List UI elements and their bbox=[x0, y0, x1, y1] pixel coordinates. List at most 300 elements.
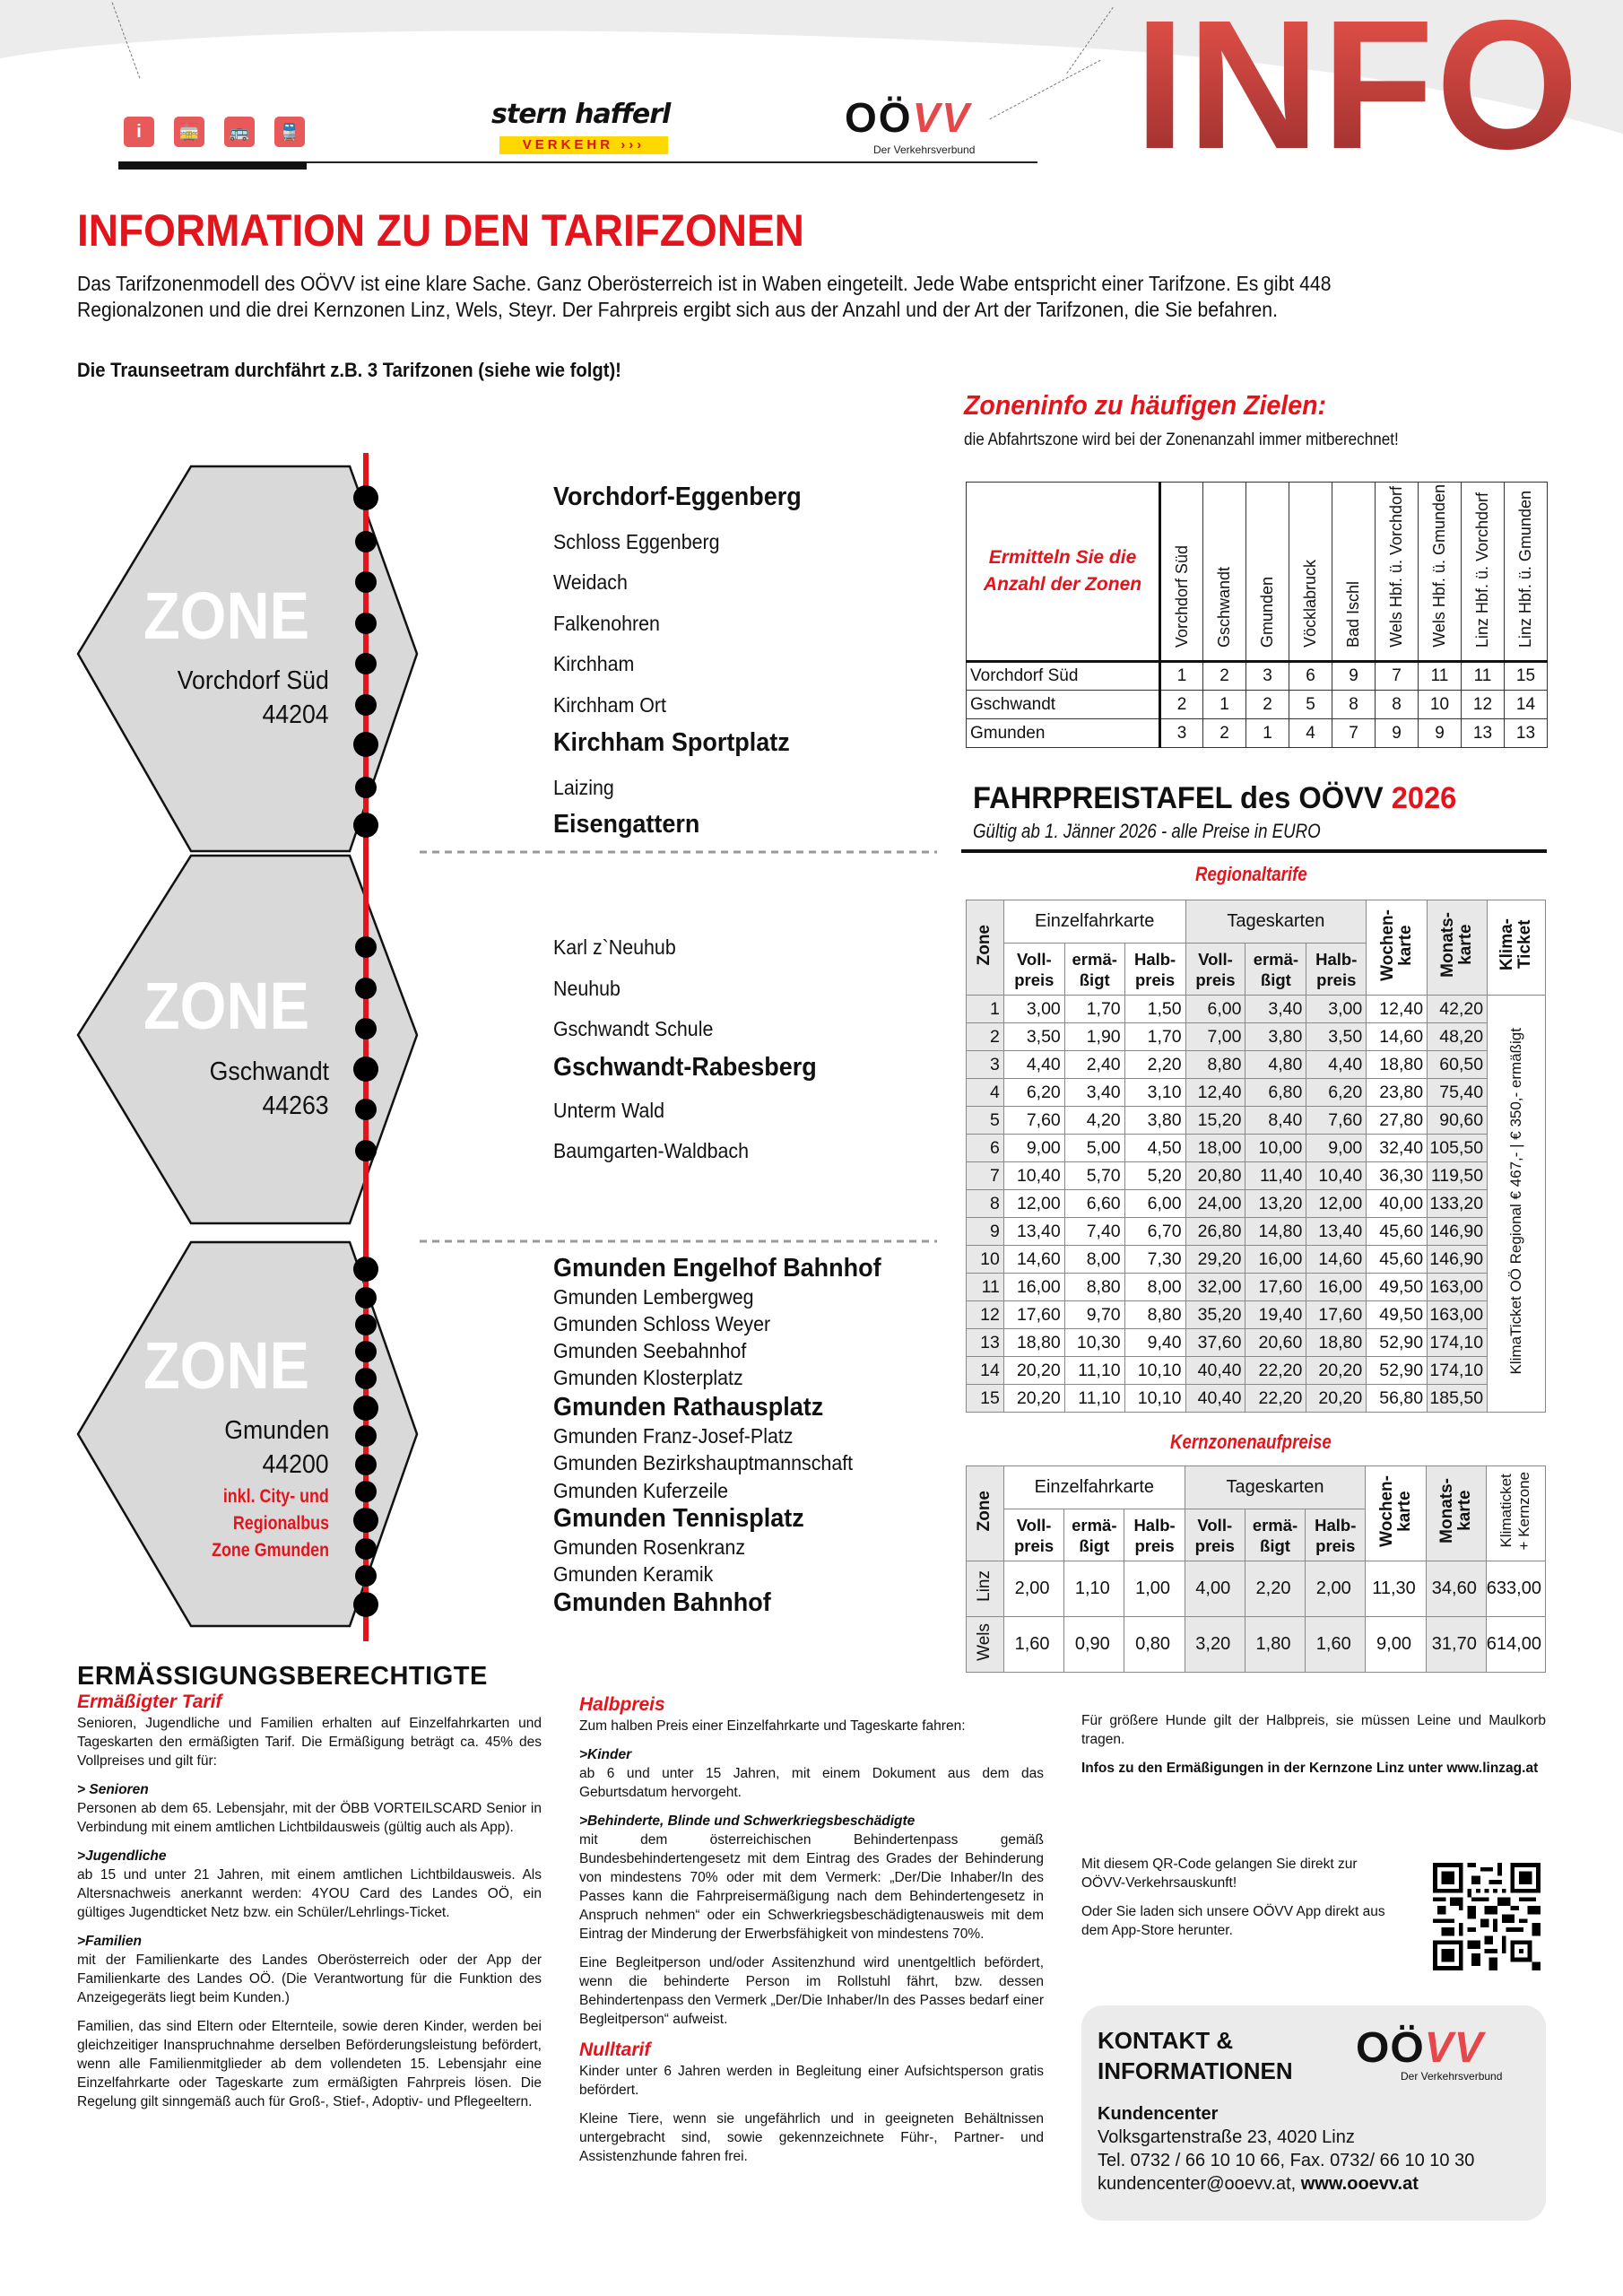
stop: Gmunden Keramik bbox=[553, 1562, 714, 1586]
price-cell: 6,00 bbox=[1124, 1190, 1185, 1218]
row-header: Gmunden bbox=[967, 719, 1160, 748]
stop: Neuhub bbox=[553, 977, 621, 1000]
stop: Gmunden Kuferzeile bbox=[553, 1479, 729, 1502]
column-header bbox=[1289, 483, 1332, 662]
price-cell: 3,20 bbox=[1185, 1617, 1245, 1673]
price-cell: 9,70 bbox=[1064, 1301, 1124, 1329]
price-cell: 146,90 bbox=[1428, 1246, 1488, 1274]
price-cell: 4,40 bbox=[1306, 1051, 1367, 1079]
header-line: Klimaticket bbox=[1497, 1474, 1515, 1548]
contact-email-link[interactable]: kundencenter@ooevv.at, bbox=[1098, 2174, 1297, 2194]
column-header bbox=[1160, 483, 1203, 662]
price-cell: 10,40 bbox=[1306, 1162, 1367, 1190]
fare-row bbox=[967, 1301, 1546, 1329]
stop: Gmunden Schloss Weyer bbox=[553, 1312, 771, 1335]
monatskarte-header bbox=[1428, 900, 1488, 996]
price-cell: 24,00 bbox=[1185, 1190, 1245, 1218]
tageskarten-header: Tageskarten bbox=[1185, 900, 1367, 944]
price-cell: 6,60 bbox=[1064, 1190, 1124, 1218]
price-cell: 16,00 bbox=[1245, 1246, 1306, 1274]
header-line: Monats- bbox=[1436, 1478, 1456, 1544]
price-cell: 0,80 bbox=[1124, 1617, 1185, 1673]
zone-cell bbox=[967, 1561, 1004, 1617]
price-cell: 18,80 bbox=[1367, 1051, 1428, 1079]
cell: 14 bbox=[1505, 691, 1548, 719]
price-cell: 48,20 bbox=[1428, 1023, 1488, 1051]
header-line: Halb- bbox=[1133, 1515, 1176, 1535]
price-cell: 11,40 bbox=[1245, 1162, 1306, 1190]
header-line: ermä- bbox=[1252, 1515, 1298, 1535]
price-cell: 19,40 bbox=[1245, 1301, 1306, 1329]
price-cell: 27,80 bbox=[1367, 1107, 1428, 1135]
price-cell: 10,30 bbox=[1064, 1329, 1124, 1357]
price-cell: 22,20 bbox=[1245, 1385, 1306, 1413]
price-cell: 18,00 bbox=[1185, 1135, 1245, 1162]
contact-title bbox=[1098, 2025, 1293, 2086]
price-cell: 174,10 bbox=[1428, 1357, 1488, 1385]
zone-cell: 6 bbox=[967, 1135, 1004, 1162]
regional-fare-table bbox=[966, 900, 1546, 1413]
zone-header-text: Zone bbox=[975, 1490, 994, 1532]
fare-table-subtitle: Gültig ab 1. Jänner 2026 - alle Preise in EURO bbox=[973, 820, 1321, 842]
nulltarif-text: Kinder unter 6 Jahren werden in Begleitung einer Aufsichtsperson gratis befördert. bbox=[579, 2064, 1044, 2098]
header-line: Voll- bbox=[1016, 1515, 1052, 1535]
price-cell: 10,40 bbox=[1003, 1162, 1064, 1190]
header-line: Voll- bbox=[1197, 1515, 1233, 1535]
price-cell: 31,70 bbox=[1426, 1617, 1486, 1673]
page-title: INFORMATION ZU DEN TARIFZONEN bbox=[77, 205, 804, 256]
price-cell: 1,00 bbox=[1124, 1561, 1185, 1617]
cell: 15 bbox=[1505, 662, 1548, 691]
price-cell: 13,40 bbox=[1306, 1218, 1367, 1246]
cell: 3 bbox=[1160, 719, 1203, 748]
zone-cell: 1 bbox=[967, 996, 1004, 1023]
tram-icon: 🚋 bbox=[174, 117, 204, 147]
fare-row bbox=[967, 1190, 1546, 1218]
oovv-logo-subtitle: Der Verkehrsverbund bbox=[1401, 2070, 1503, 2083]
app-text: Oder Sie laden sich unsere OÖVV App direkt aus dem App-Store herunter. bbox=[1081, 1904, 1385, 1938]
price-cell: 49,50 bbox=[1367, 1301, 1428, 1329]
tiere-text: Kleine Tiere, wenn sie ungefährlich und in geeigneten Behältnissen untergebracht sind, sowie gekennzeichnete Führ-, Partner- und Assistenzhunde fahren frei. bbox=[579, 2111, 1044, 2164]
column-header bbox=[1203, 483, 1246, 662]
price-cell: 40,40 bbox=[1185, 1357, 1245, 1385]
price-cell: 20,20 bbox=[1003, 1357, 1064, 1385]
column-header-text: Wels Hbf. ü. Gmunden bbox=[1430, 484, 1448, 648]
price-cell: 6,80 bbox=[1245, 1079, 1306, 1107]
price-cell: 133,20 bbox=[1428, 1190, 1488, 1218]
zone-cell: 10 bbox=[967, 1246, 1004, 1274]
price-cell: 75,40 bbox=[1428, 1079, 1488, 1107]
price-cell: 7,30 bbox=[1124, 1246, 1185, 1274]
regional-section-title: Regionaltarife bbox=[1195, 863, 1307, 885]
cell: 1 bbox=[1160, 662, 1203, 691]
zone-cell: 14 bbox=[967, 1357, 1004, 1385]
senioren-title: > Senioren bbox=[77, 1782, 149, 1797]
stop: Weidach bbox=[553, 570, 628, 594]
price-cell: 2,00 bbox=[1003, 1561, 1064, 1617]
price-cell: 163,00 bbox=[1428, 1301, 1488, 1329]
jugendliche-title: >Jugendliche bbox=[77, 1848, 167, 1864]
fare-row bbox=[967, 1051, 1546, 1079]
price-cell: 8,00 bbox=[1124, 1274, 1185, 1301]
ermaessigt-header bbox=[1064, 1509, 1124, 1561]
kinder-title: >Kinder bbox=[579, 1747, 632, 1762]
cell: 8 bbox=[1332, 691, 1376, 719]
price-cell: 9,00 bbox=[1003, 1135, 1064, 1162]
stop: Karl z`Neuhub bbox=[553, 935, 676, 959]
header-rule-accent bbox=[118, 161, 307, 170]
zone-cell: 7 bbox=[967, 1162, 1004, 1190]
price-cell: 9,00 bbox=[1366, 1617, 1427, 1673]
column-header-text: Gmunden bbox=[1258, 576, 1276, 648]
nulltarif-title: Nulltarif bbox=[579, 2039, 651, 2060]
halbpreis-header bbox=[1306, 944, 1367, 996]
cell: 9 bbox=[1419, 719, 1462, 748]
price-cell: 37,60 bbox=[1185, 1329, 1245, 1357]
zone-header-text: Zone bbox=[975, 924, 994, 966]
price-cell: 1,50 bbox=[1124, 996, 1185, 1023]
contact-details bbox=[1098, 2102, 1474, 2196]
price-cell: 1,10 bbox=[1064, 1561, 1124, 1617]
header-line: + Kernzone bbox=[1515, 1471, 1533, 1551]
price-cell: 2,00 bbox=[1306, 1561, 1366, 1617]
zone-cell: 2 bbox=[967, 1023, 1004, 1051]
zone-cell: 11 bbox=[967, 1274, 1004, 1301]
oovv-logo-black: OÖ bbox=[845, 94, 913, 141]
stop-major: Kirchham Sportplatz bbox=[553, 728, 790, 757]
price-cell: 11,30 bbox=[1366, 1561, 1427, 1617]
header-line: karte bbox=[1394, 1490, 1414, 1532]
stop: Falkenohren bbox=[553, 612, 660, 635]
header-line: preis bbox=[1134, 970, 1176, 989]
oovv-logo-black: OÖ bbox=[1356, 2024, 1425, 2072]
price-cell: 9,00 bbox=[1306, 1135, 1367, 1162]
klimaticket-note: KlimaTicket OÖ Regional € 467,- | € 350,- ermäßigt bbox=[1507, 1027, 1525, 1375]
price-cell: 10,10 bbox=[1124, 1385, 1185, 1413]
fare-title-year: 2026 bbox=[1391, 781, 1457, 815]
price-cell: 45,60 bbox=[1367, 1218, 1428, 1246]
header-line: ermä- bbox=[1072, 949, 1117, 969]
contact-title-line: KONTAKT & bbox=[1098, 2027, 1234, 2054]
column-header bbox=[1376, 483, 1419, 662]
price-cell: 4,50 bbox=[1124, 1135, 1185, 1162]
header-line: karte bbox=[1456, 924, 1476, 966]
cell: 3 bbox=[1246, 662, 1289, 691]
price-cell: 17,60 bbox=[1306, 1301, 1367, 1329]
hunde-text: Für größere Hunde gilt der Halbpreis, sie müssen Leine und Maulkorb tragen. bbox=[1081, 1713, 1546, 1747]
price-cell: 3,50 bbox=[1003, 1023, 1064, 1051]
column-header-text: Wels Hbf. ü. Vorchdorf bbox=[1387, 486, 1405, 648]
fare-row bbox=[967, 1329, 1546, 1357]
header-line: Wochen- bbox=[1376, 1474, 1396, 1547]
price-cell: 40,40 bbox=[1185, 1385, 1245, 1413]
price-cell: 14,60 bbox=[1003, 1246, 1064, 1274]
price-cell: 7,00 bbox=[1185, 1023, 1245, 1051]
price-cell: 22,20 bbox=[1245, 1357, 1306, 1385]
price-cell: 20,60 bbox=[1245, 1329, 1306, 1357]
ermaessigt-header bbox=[1245, 944, 1306, 996]
monatskarte-header-text bbox=[1438, 1478, 1474, 1544]
header-line: ermä- bbox=[1072, 1515, 1117, 1535]
price-cell: 40,00 bbox=[1367, 1190, 1428, 1218]
stop: Gmunden Lembergweg bbox=[553, 1285, 754, 1309]
behinderte-text: mit dem österreichischen Behindertenpass gemäß Bundesbehindertengesetz mit dem Eintrag des Grades der Behinderung von mindestens 70% oder mit dem Vermerk: „Der/Die Inhaber/In des Passes kann die Fahrpreisermäßigung nach dem Behindertengesetz in Anspruch nehmen“ oder ein Schwerkriegsbeschädigtenausweis mit dem Eintrag der Minderung der Erwerbsfähigkeit von mindestens 70%. bbox=[579, 1832, 1044, 1942]
price-cell: 32,00 bbox=[1185, 1274, 1245, 1301]
info-icon: i bbox=[124, 117, 154, 147]
cell: 10 bbox=[1419, 691, 1462, 719]
price-cell: 185,50 bbox=[1428, 1385, 1488, 1413]
column-header-text: Linz Hbf. ü. Vorchdorf bbox=[1473, 491, 1491, 648]
fare-row bbox=[967, 1079, 1546, 1107]
zone-label: ZONE bbox=[143, 1328, 310, 1403]
kernzone-fare-table bbox=[966, 1465, 1546, 1673]
zone-name: Vorchdorf Süd bbox=[177, 666, 329, 695]
price-cell: 0,90 bbox=[1064, 1617, 1124, 1673]
zone-number: 44204 bbox=[262, 700, 329, 729]
fare-row bbox=[967, 1023, 1546, 1051]
price-cell: 32,40 bbox=[1367, 1135, 1428, 1162]
cell: 2 bbox=[1203, 662, 1246, 691]
stop-major: Gmunden Tennisplatz bbox=[553, 1504, 804, 1533]
zone-header bbox=[967, 900, 1004, 996]
price-cell: 6,00 bbox=[1185, 996, 1245, 1023]
fare-row bbox=[967, 1135, 1546, 1162]
header-line: ßigt bbox=[1079, 1535, 1110, 1555]
fare-row bbox=[967, 1246, 1546, 1274]
price-cell: 1,60 bbox=[1003, 1617, 1064, 1673]
corner-line: Anzahl der Zonen bbox=[983, 574, 1142, 595]
zoneinfo-subtitle: die Abfahrtszone wird bei der Zonenanzahl immer mitberechnet! bbox=[964, 430, 1399, 449]
price-cell: 10,10 bbox=[1124, 1357, 1185, 1385]
price-cell: 18,80 bbox=[1003, 1329, 1064, 1357]
cell: 9 bbox=[1332, 662, 1376, 691]
stop: Gmunden Rosenkranz bbox=[553, 1535, 746, 1559]
header-line: preis bbox=[1195, 970, 1236, 989]
klimaticket-kernzone-header-text bbox=[1497, 1472, 1533, 1550]
fare-title-main: FAHRPREISTAFEL des OÖVV bbox=[973, 781, 1384, 815]
price-cell: 163,00 bbox=[1428, 1274, 1488, 1301]
column-header-text: Gschwandt bbox=[1215, 566, 1233, 648]
cell: 8 bbox=[1376, 691, 1419, 719]
wochenkarte-header-text bbox=[1378, 1475, 1414, 1547]
column-header-text: Bad Ischl bbox=[1344, 580, 1362, 648]
monatskarte-header bbox=[1426, 1466, 1486, 1561]
stop-major: Eisengattern bbox=[553, 810, 700, 839]
stop-major: Gmunden Engelhof Bahnhof bbox=[553, 1254, 881, 1283]
price-cell: 90,60 bbox=[1428, 1107, 1488, 1135]
einzelfahrkarte-header: Einzelfahrkarte bbox=[1003, 1466, 1185, 1509]
stern-hafferl-logo-bar: VERKEHR ››› bbox=[499, 136, 668, 154]
stern-hafferl-logo: stern hafferl bbox=[491, 99, 671, 130]
wochenkarte-header-text bbox=[1379, 909, 1415, 981]
halbpreis-header bbox=[1124, 1509, 1185, 1561]
contact-phone: Tel. 0732 / 66 10 10 66, Fax. 0732/ 66 10 10 30 bbox=[1098, 2151, 1475, 2170]
stop-major: Vorchdorf-Eggenberg bbox=[553, 483, 802, 511]
column-header bbox=[1419, 483, 1462, 662]
header-line: Halb- bbox=[1133, 949, 1176, 969]
column-header bbox=[1462, 483, 1505, 662]
price-cell: 36,30 bbox=[1367, 1162, 1428, 1190]
fare-row bbox=[967, 1385, 1546, 1413]
ermaessigt-title: Ermäßigter Tarif bbox=[77, 1692, 222, 1712]
fare-row bbox=[967, 1357, 1546, 1385]
linz-info-link[interactable]: Infos zu den Ermäßigungen in der Kernzone Linz unter www.linzag.at bbox=[1081, 1761, 1539, 1776]
zone-note: Zone Gmunden bbox=[212, 1540, 329, 1561]
familien-title: >Familien bbox=[77, 1934, 142, 1949]
price-cell: 49,50 bbox=[1367, 1274, 1428, 1301]
zone-number: 44263 bbox=[262, 1091, 329, 1120]
cell: 7 bbox=[1376, 662, 1419, 691]
price-cell: 16,00 bbox=[1306, 1274, 1367, 1301]
reductions-title: ERMÄSSIGUNGSBERECHTIGTE bbox=[77, 1662, 488, 1691]
price-cell: 8,00 bbox=[1064, 1246, 1124, 1274]
price-cell: 5,00 bbox=[1064, 1135, 1124, 1162]
zone-number: 44200 bbox=[262, 1450, 329, 1479]
price-cell: 20,20 bbox=[1003, 1385, 1064, 1413]
fare-row bbox=[967, 996, 1546, 1023]
price-cell: 3,40 bbox=[1245, 996, 1306, 1023]
zone-name: Gmunden bbox=[223, 1416, 329, 1445]
price-cell: 45,60 bbox=[1367, 1246, 1428, 1274]
jugendliche-text: ab 15 und unter 21 Jahren, mit einem amtlichen Lichtbildausweis. Als Altersnachweis anerkannt werden: 4YOU Card des Landes OÖ, ein gültiges Jugendticket Netz bzw. ein Schüler/Lehrlings-Ticket. bbox=[77, 1867, 542, 1920]
price-cell: 11,10 bbox=[1064, 1357, 1124, 1385]
price-cell: 4,20 bbox=[1064, 1107, 1124, 1135]
price-cell: 633,00 bbox=[1486, 1561, 1545, 1617]
row-header: Gschwandt bbox=[967, 691, 1160, 719]
zone-cell: 4 bbox=[967, 1079, 1004, 1107]
price-cell: 13,40 bbox=[1003, 1218, 1064, 1246]
price-cell: 20,20 bbox=[1306, 1385, 1367, 1413]
reductions-column-3 bbox=[1081, 1711, 1546, 1787]
price-cell: 17,60 bbox=[1003, 1301, 1064, 1329]
cell: 6 bbox=[1289, 662, 1332, 691]
ermaessigt-header bbox=[1064, 944, 1124, 996]
fare-row bbox=[967, 1274, 1546, 1301]
zone-cell bbox=[967, 1617, 1004, 1673]
header-line: Voll- bbox=[1016, 949, 1052, 969]
price-cell: 8,80 bbox=[1064, 1274, 1124, 1301]
header-line: Klima- bbox=[1497, 918, 1517, 971]
price-cell: 16,00 bbox=[1003, 1274, 1064, 1301]
oovv-logo-red: VV bbox=[1424, 2024, 1484, 2072]
fare-title-rule bbox=[961, 849, 1547, 853]
price-cell: 1,90 bbox=[1064, 1023, 1124, 1051]
vollpreis-header bbox=[1003, 944, 1064, 996]
price-cell: 7,60 bbox=[1003, 1107, 1064, 1135]
cell: 7 bbox=[1332, 719, 1376, 748]
cell: 9 bbox=[1376, 719, 1419, 748]
cell: 1 bbox=[1203, 691, 1246, 719]
price-cell: 20,20 bbox=[1306, 1357, 1367, 1385]
klimaticket-kernzone-header bbox=[1486, 1466, 1545, 1561]
cell: 2 bbox=[1160, 691, 1203, 719]
stop: Kirchham bbox=[553, 652, 635, 675]
column-header bbox=[1332, 483, 1376, 662]
header-line: Ticket bbox=[1515, 920, 1535, 970]
table-row bbox=[967, 691, 1548, 719]
oovv-logo bbox=[1356, 2024, 1484, 2072]
cell: 1 bbox=[1246, 719, 1289, 748]
zone-note: Regionalbus bbox=[232, 1513, 329, 1534]
cell: 11 bbox=[1462, 662, 1505, 691]
price-cell: 23,80 bbox=[1367, 1079, 1428, 1107]
price-cell: 174,10 bbox=[1428, 1329, 1488, 1357]
zone-cell: 9 bbox=[967, 1218, 1004, 1246]
price-cell: 56,80 bbox=[1367, 1385, 1428, 1413]
cell: 5 bbox=[1289, 691, 1332, 719]
fare-row bbox=[967, 1162, 1546, 1190]
klimaticket-header bbox=[1488, 900, 1546, 996]
vollpreis-header bbox=[1185, 1509, 1245, 1561]
zone-cell: 13 bbox=[967, 1329, 1004, 1357]
einzelfahrkarte-header: Einzelfahrkarte bbox=[1003, 900, 1185, 944]
bus-icon: 🚌 bbox=[224, 117, 255, 147]
stop-major: Gmunden Rathausplatz bbox=[553, 1393, 824, 1422]
price-cell: 1,80 bbox=[1245, 1617, 1306, 1673]
halbpreis-header bbox=[1306, 1509, 1366, 1561]
price-cell: 6,20 bbox=[1003, 1079, 1064, 1107]
column-header bbox=[1246, 483, 1289, 662]
price-cell: 34,60 bbox=[1426, 1561, 1486, 1617]
header-line: preis bbox=[1013, 1535, 1055, 1555]
klimaticket-header-text bbox=[1498, 918, 1534, 970]
price-cell: 12,00 bbox=[1306, 1190, 1367, 1218]
price-cell: 1,70 bbox=[1064, 996, 1124, 1023]
price-cell: 8,40 bbox=[1245, 1107, 1306, 1135]
stop: Gmunden Seebahnhof bbox=[553, 1339, 747, 1362]
price-cell: 2,20 bbox=[1245, 1561, 1306, 1617]
zone-name: Gschwandt bbox=[209, 1057, 329, 1086]
fare-table-title bbox=[973, 781, 1456, 816]
column-header bbox=[1505, 483, 1548, 662]
halbpreis-header bbox=[1124, 944, 1185, 996]
cell: 12 bbox=[1462, 691, 1505, 719]
zone-name: Linz bbox=[975, 1570, 994, 1602]
begleitperson-text: Eine Begleitperson und/oder Assitenzhund wird unentgeltlich befördert, wenn die behinderte Person im Rollstuhl fährt, bzw. dessen Behindertenpass den Vermerk „Der/Die Inhaber/In des Passes bedarf einer Begleitperson“ aufweist. bbox=[579, 1955, 1044, 2027]
oovv-logo-red: VV bbox=[912, 94, 971, 141]
price-cell: 7,40 bbox=[1064, 1218, 1124, 1246]
header-line: preis bbox=[1316, 970, 1357, 989]
qr-text-block bbox=[1081, 1855, 1386, 1950]
kundencenter-label: Kundencenter bbox=[1098, 2104, 1219, 2124]
header-line: preis bbox=[1194, 1535, 1235, 1555]
header-line: Monats- bbox=[1438, 912, 1458, 978]
cell: 13 bbox=[1505, 719, 1548, 748]
example-text: Die Traunseetram durchfährt z.B. 3 Tarifzonen (siehe wie folgt)! bbox=[77, 359, 621, 381]
zone-header bbox=[967, 1466, 1004, 1561]
price-cell: 14,60 bbox=[1306, 1246, 1367, 1274]
zone-cell: 15 bbox=[967, 1385, 1004, 1413]
monatskarte-header-text bbox=[1439, 912, 1475, 978]
price-cell: 6,70 bbox=[1124, 1218, 1185, 1246]
kern-section-title: Kernzonenaufpreise bbox=[1170, 1431, 1332, 1453]
price-cell: 4,00 bbox=[1185, 1561, 1245, 1617]
qr-code[interactable] bbox=[1433, 1863, 1541, 1970]
price-cell: 12,00 bbox=[1003, 1190, 1064, 1218]
price-cell: 6,20 bbox=[1306, 1079, 1367, 1107]
fare-row bbox=[967, 1107, 1546, 1135]
stop: Laizing bbox=[553, 776, 614, 799]
header-line: preis bbox=[1134, 1535, 1175, 1555]
familien-text-2: Familien, das sind Eltern oder Elternteile, sowie deren Kinder, werden bei gleichzeitiger Inanspruchnahme derselben Beförderungsleistung befördert, wenn alle Familienmitglieder ab dem vollendeten 15. Lebensjahr eine Einzelfahrkarte oder Tageskarte zum ermäßigten Fahrpreis lösen. Die Regelung gilt sinngemäß auch für Groß-, Stief-, Adoptiv- und Pflegeeltern. bbox=[77, 2019, 542, 2109]
intro-text: Das Tarifzonenmodell des OÖVV ist eine klare Sache. Ganz Oberösterreich ist in Waben eingeteilt. Jede Wabe entspricht einer Tarifzone. Es gibt 448 Regionalzonen und die drei Kernzonen Linz, Wels, Steyr. Der Fahrpreis ergibt sich aus der Anzahl und der Art der Tarifzonen, die Sie befahren. bbox=[77, 272, 1332, 321]
contact-website-link[interactable]: www.ooevv.at bbox=[1300, 2174, 1419, 2194]
ermaessigt-header bbox=[1245, 1509, 1306, 1561]
price-cell: 12,40 bbox=[1367, 996, 1428, 1023]
stop: Gschwandt Schule bbox=[553, 1017, 714, 1040]
row-header: Vorchdorf Süd bbox=[967, 662, 1160, 691]
zoneinfo-table bbox=[966, 482, 1548, 748]
